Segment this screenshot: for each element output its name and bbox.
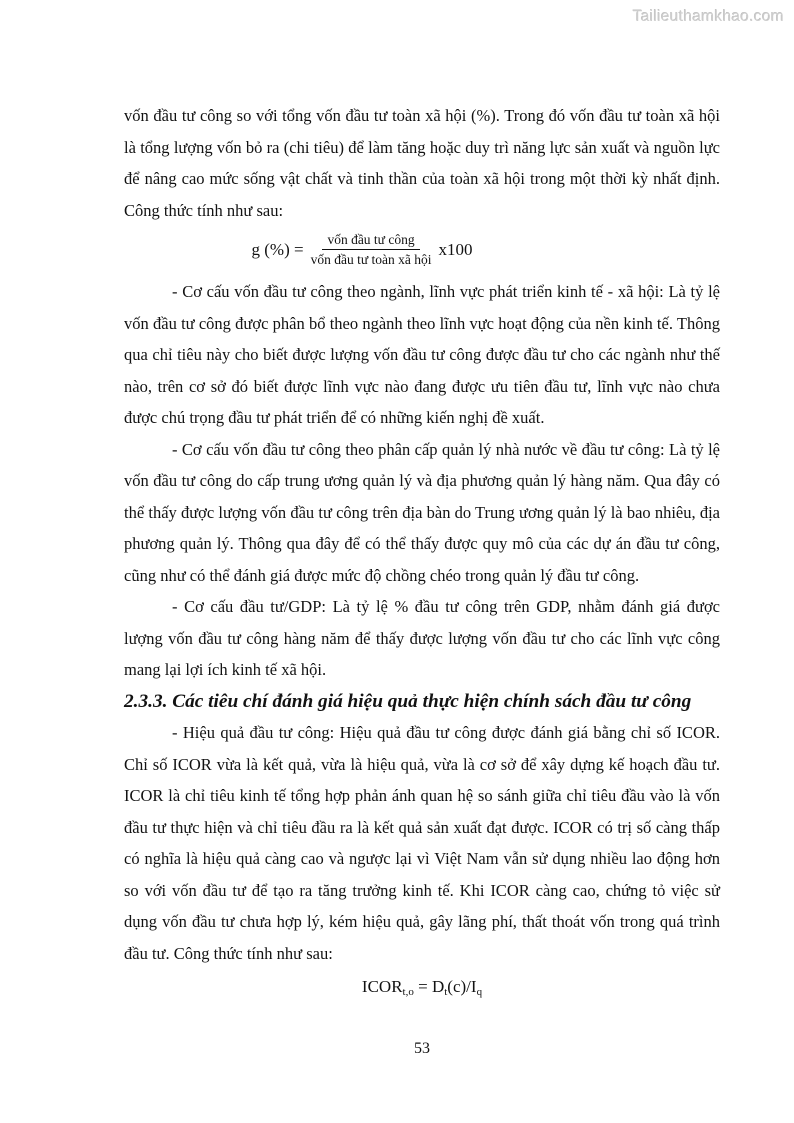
paragraph-co-cau-gdp: - Cơ cấu đầu tư/GDP: Là tỷ lệ % đầu tư công trên GDP, nhằm đánh giá được lượng vốn đầu tư công hàng năm để thấy được lượng vốn đầu tư cho các lĩnh vực công mang lại lợi ích kinh tế xã hội. <box>124 597 720 679</box>
section-heading-2-3-3: 2.3.3. Các tiêu chí đánh giá hiệu quả thực hiện chính sách đầu tư công <box>124 690 692 712</box>
formula-icor-middle: (c)/I <box>447 977 477 996</box>
formula-icor-sub-to: t,o <box>402 986 414 998</box>
page-number: 53 <box>414 1040 430 1057</box>
watermark: Tailieuthamkhao.com <box>632 8 784 25</box>
formula-g-numerator: vốn đầu tư công <box>322 231 419 250</box>
formula-g-percent <box>64 231 660 268</box>
formula-icor-equals: = D <box>413 977 445 996</box>
formula-icor-base: ICOR <box>361 977 403 996</box>
formula-icor-sub-t: t <box>444 986 448 998</box>
formula-g-fraction <box>309 231 434 268</box>
formula-icor <box>124 971 720 1003</box>
paragraph-hieu-qua-icor: - Hiệu quả đầu tư công: Hiệu quả đầu tư công được đánh giá bằng chỉ số ICOR. Chỉ số ICOR vừa là kết quả, vừa là hiệu quả, vừa là cơ sở để xây dựng kế hoạch đầu tư. ICOR là chỉ tiêu kinh tế tổng hợp phản ánh quan hệ so sánh giữa chỉ tiêu đầu vào là vốn đầu tư thực hiện và chỉ tiêu đầu ra là kết quả sản xuất đạt được. ICOR có trị số càng thấp có nghĩa là hiệu quả càng cao và ngược lại vì Việt Nam vẫn sử dụng nhiều lao động hơn so với vốn đầu tư để tạo ra tăng trưởng kinh tế. Khi ICOR càng cao, chứng tỏ việc sử dụng vốn đầu tư chưa hợp lý, kém hiệu quả, gây lãng phí, thất thoát vốn trong quá trình đầu tư. Công thức tính như sau: <box>124 723 720 963</box>
paragraph-co-cau-phan-cap: - Cơ cấu vốn đầu tư công theo phân cấp quản lý nhà nước về đầu tư công: Là tỷ lệ vốn đầu tư công do cấp trung ương quản lý và địa phương quản lý hàng năm. Qua đây có thể thấy được lượng vốn đầu tư công trên địa bàn do Trung ương quản lý là bao nhiêu, địa phương quản lý. Thông qua đây để có thể thấy được quy mô của các dự án đầu tư công, cũng như có thể đánh giá được mức độ chồng chéo trong quản lý đầu tư công. <box>124 439 720 585</box>
paragraph-von-dau-tu-continuation: vốn đầu tư công so với tổng vốn đầu tư toàn xã hội (%). Trong đó vốn đầu tư toàn xã hội là tổng lượng vốn bỏ ra (chi tiêu) để làm tăng hoặc duy trì năng lực sản xuất và nguồn lực để nâng cao mức sống vật chất và tinh thần của toàn xã hội trong một thời kỳ nhất định. Công thức tính như sau: <box>124 106 720 220</box>
formula-g-lhs: g (%) = <box>251 239 304 259</box>
formula-g-denominator: vốn đầu tư toàn xã hội <box>310 252 432 267</box>
document-body <box>124 100 720 1003</box>
formula-g-multiplier: x100 <box>438 239 473 259</box>
formula-icor-sub-q: q <box>476 986 483 998</box>
paragraph-co-cau-nganh: - Cơ cấu vốn đầu tư công theo ngành, lĩnh vực phát triển kinh tế - xã hội: Là tỷ lệ vốn đầu tư công được phân bổ theo ngành theo lĩnh vực hoạt động của nền kinh tế. Thông qua chỉ tiêu này cho biết được lượng vốn đầu tư công được đầu tư cho các ngành như thế nào, trên cơ sở đó biết được lĩnh vực nào đang được ưu tiên đầu tư, lĩnh vực nào chưa được chú trọng đầu tư phát triển để có những kiến nghị đề xuất. <box>124 282 720 427</box>
